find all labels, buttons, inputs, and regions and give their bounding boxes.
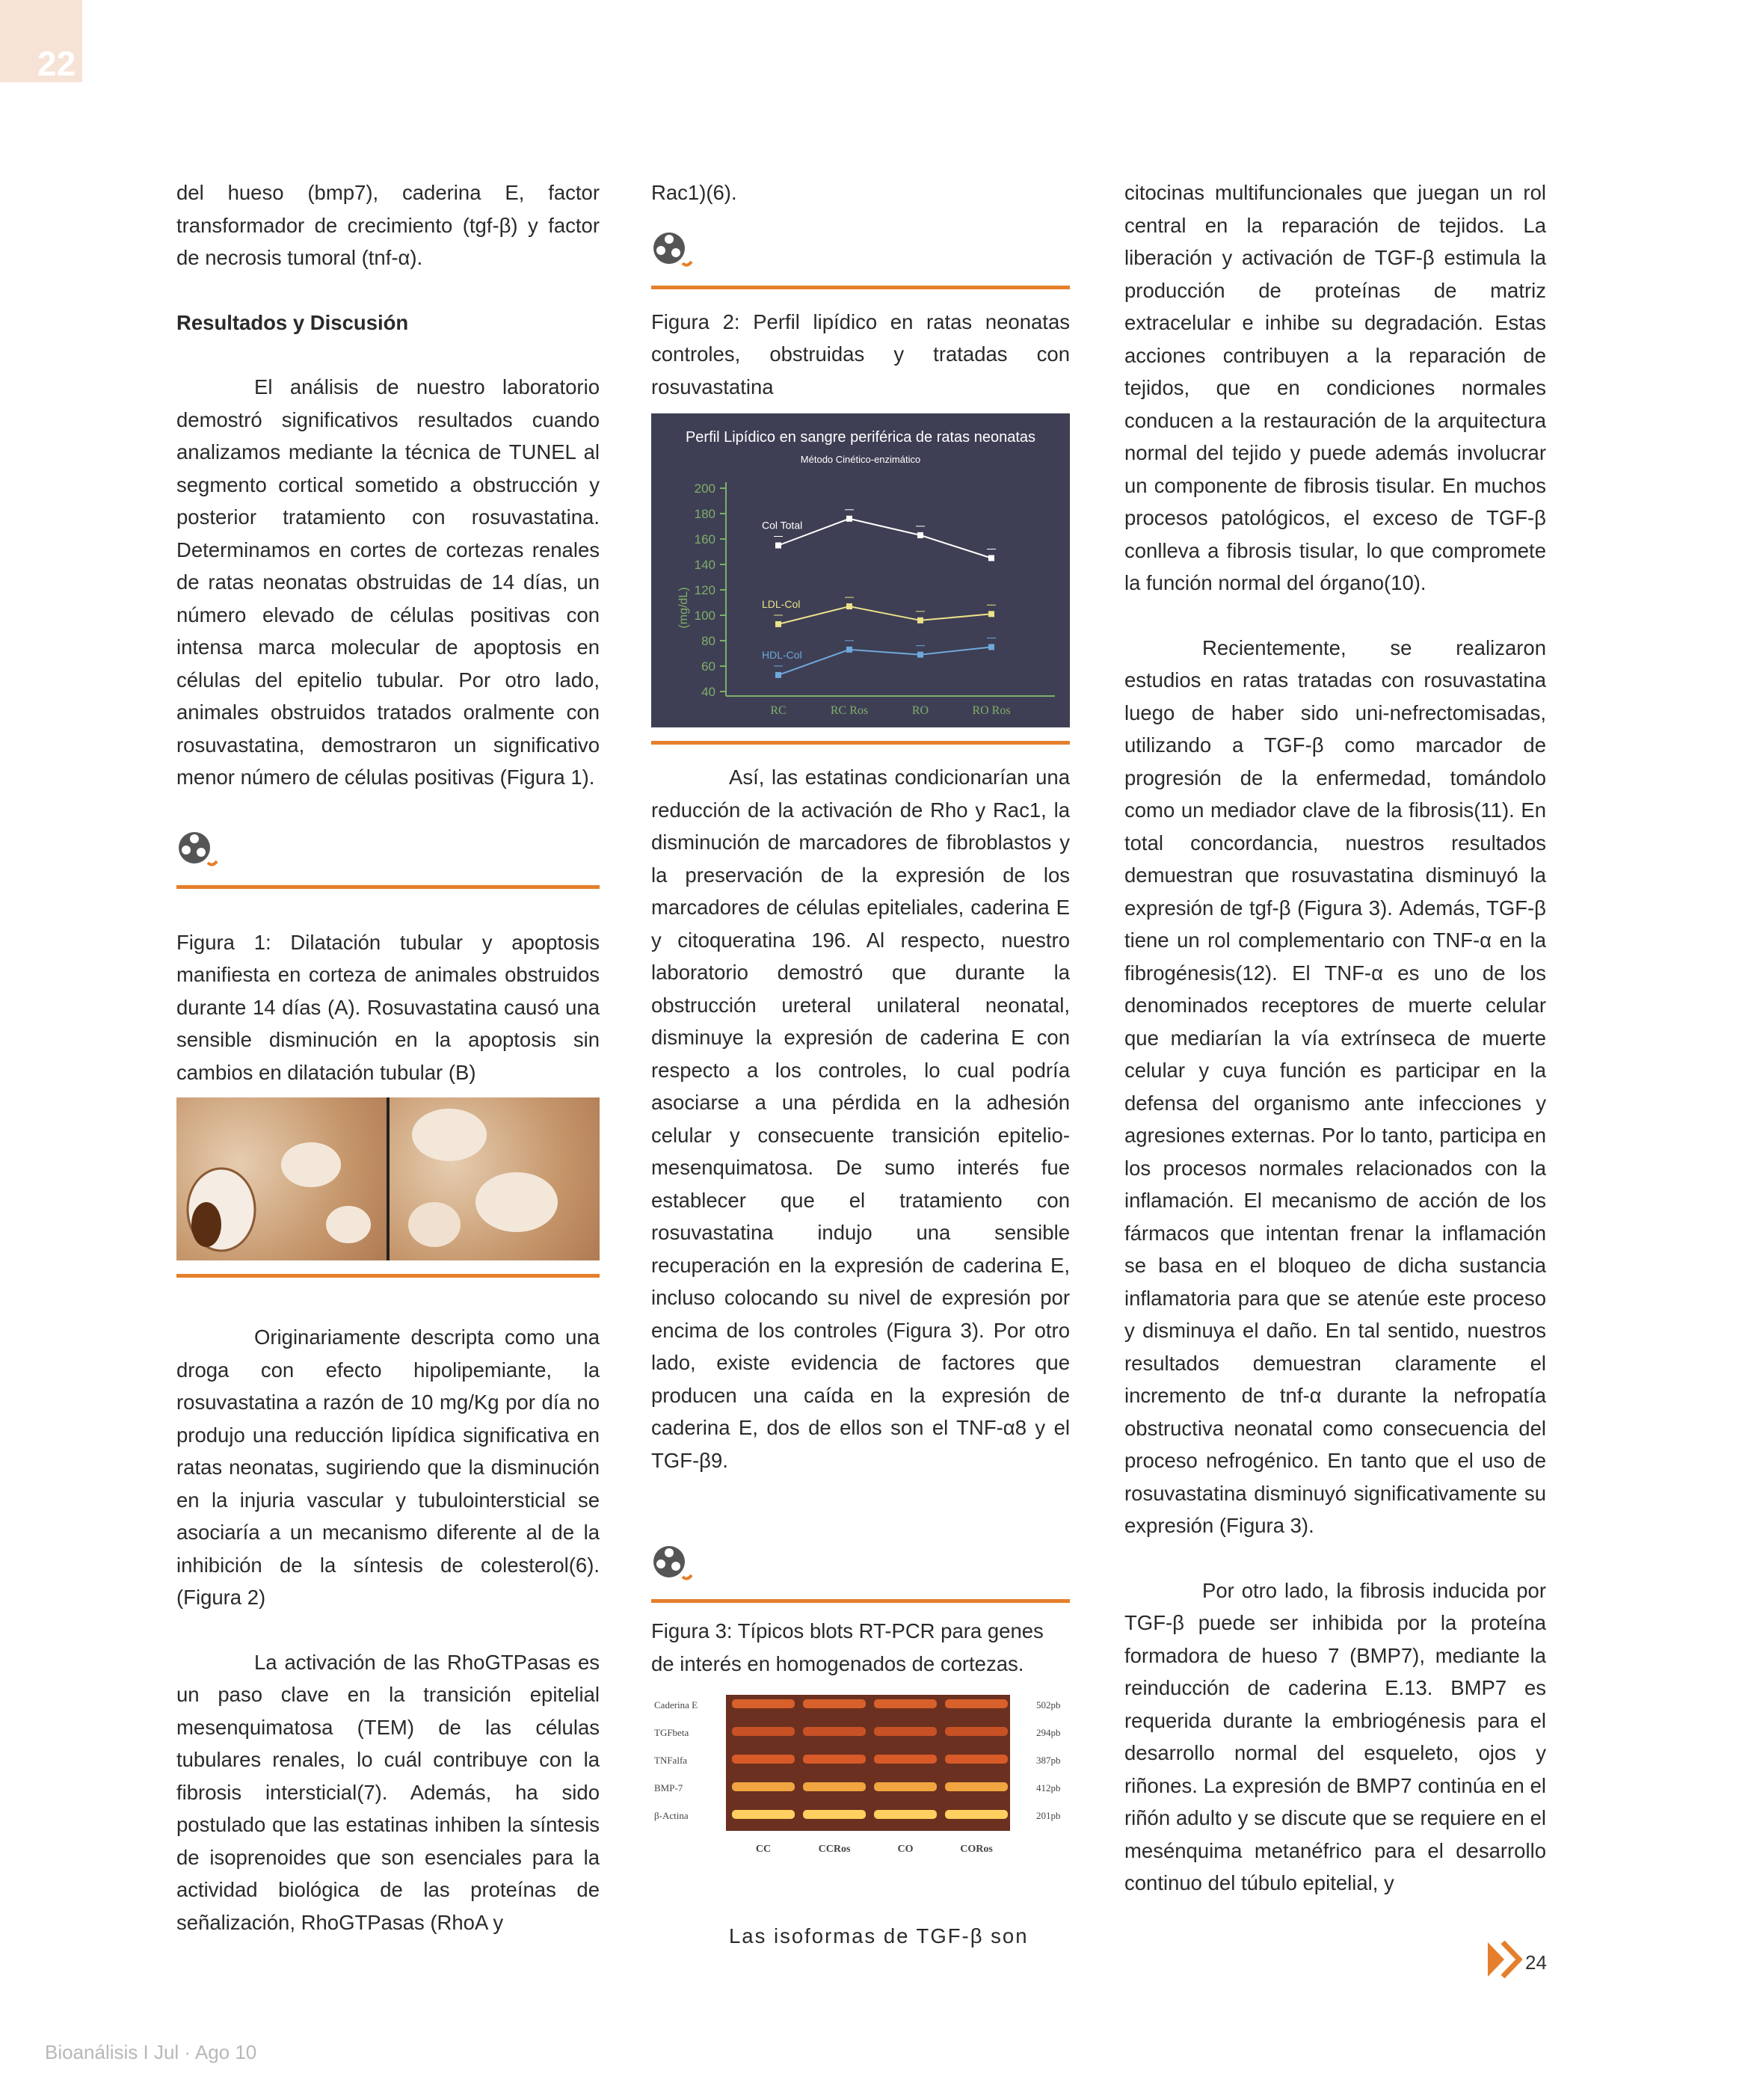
blot-lane-label: CORos <box>960 1844 993 1855</box>
blot-size-label: 387pb <box>1036 1755 1061 1766</box>
blot-band <box>803 1782 866 1791</box>
lipid-chart-svg <box>651 413 1070 727</box>
chart-title: Perfil Lipídico en sangre periférica de ratas neonatas <box>685 429 1036 446</box>
film-reel-icon <box>176 830 218 872</box>
chart-data-point <box>846 603 852 609</box>
chart-data-point <box>846 647 852 653</box>
chart-x-tick-label: RC <box>770 704 787 717</box>
page-number-tab <box>0 0 82 82</box>
blot-band <box>732 1782 795 1791</box>
col1-paragraph-1: del hueso (bmp7), caderina E, factor transformador de crecimiento (tgf-β) y factor de necrosis tumoral (tnf-α). <box>176 181 600 269</box>
chart-series-line <box>778 519 991 558</box>
chart-data-point <box>988 644 994 650</box>
blot-size-label: 502pb <box>1036 1699 1061 1711</box>
chart-data-point <box>775 672 781 678</box>
blot-band <box>945 1782 1008 1791</box>
chart-series-line <box>778 606 991 624</box>
section-heading: Resultados y Discusión <box>176 310 409 334</box>
col1-paragraph-2: El análisis de nuestro laboratorio demostró significativos resultados cuando analizamos mediante la técnica de TUNEL al segmento cortical sometido a obstrucción y posterior tratamiento con rosuvastatina. Determinamos en cortes de cortezas renales de ratas neonatas obstruidas de 14 días, un número elevado de células positivas con intensa marca molecular de apoptosis en células del epitelio tubular. Por otro lado, animales obstruidos tratados oralmente con rosuvastatina, demostraron un significativo menor número de células positivas (Figura 1). <box>176 375 600 789</box>
col1-paragraph-3: Originariamente descripta como una droga con efecto hipolipemiante, la rosuvastatina a razón de 10 mg/Kg por día no produjo una reducción lipídica significativa en ratas neonatas, sugiriendo que la disminución en la injuria vascular y tubulointersticial se asociaría a un mecanismo diferente al de la inhibición de la síntesis de colesterol(6). (Figura 2) <box>176 1325 600 1609</box>
chart-series-label: Col Total <box>762 519 803 532</box>
col3-paragraph-3: Por otro lado, la fibrosis inducida por TGF-β puede ser inhibida por la proteína formadora de hueso 7 (BMP7), mediante la reinducción de caderina E.13. BMP7 es requerida durante la embriogénesis para el desarrollo normal del esqueleto, ojos y riñones. La expresión de BMP7 continúa en el riñón adulto y se discute que se requiere en el mesénquima metanéfrico para el desarrollo continuo del túbulo epitelial, y <box>1124 1578 1546 1894</box>
col2-paragraph-2: Así, las estatinas condicionarían una reducción de la activación de Rho y Rac1, la disminución de marcadores de fibroblastos y la preservación de la expresión de los marcadores de células epiteliales, caderina E y citoqueratina 196. Al respecto, nuestro laboratorio demostró que durante la obstrucción ureteral unilateral neonatal, disminuye la expresión de caderina E con respecto a los controles, lo cual podría asociarse a una pérdida en la adhesión celular y consecuente transición epitelio-mesenquimatosa. De sumo interés fue establecer que el tratamiento con rosuvastatina indujo una sensible recuperación en la expresión de caderina E, incluso colocando su nivel de expresión por encima de los controles (Figura 3). Por otro lado, existe evidencia de factores que producen una caída en la expresión de caderina E, dos de ellos son el TNF-α8 y el TGF-β9. <box>651 766 1070 1472</box>
chart-x-tick-label: RC Ros <box>830 704 869 717</box>
chart-series-label: HDL-Col <box>762 648 802 661</box>
blot-band <box>732 1699 795 1708</box>
blots-svg <box>651 1686 1070 1865</box>
blot-band <box>945 1810 1008 1819</box>
film-reel-icon <box>651 1544 693 1586</box>
blot-band <box>803 1810 866 1819</box>
blot-size-label: 412pb <box>1036 1782 1061 1793</box>
chart-y-tick-label: 140 <box>694 558 715 572</box>
blot-size-label: 294pb <box>1036 1727 1061 1738</box>
lipid-profile-chart <box>651 413 1070 727</box>
chart-data-point <box>917 532 923 538</box>
chart-y-tick-label: 160 <box>694 532 715 546</box>
blot-band <box>803 1755 866 1764</box>
figure-1-caption: Figura 1: Dilatación tubular y apoptosis manifiesta en corteza de animales obstruidos durante 14 días (A). Rosuvastatina causó una sensible disminución en la apoptosis sin cambios en dilatación tubular (B) <box>176 930 600 1084</box>
blot-band <box>874 1727 937 1736</box>
chart-series-label: LDL-Col <box>762 597 801 610</box>
col2-paragraph-1: Rac1)(6). <box>651 181 737 204</box>
blot-lane-label: CO <box>897 1844 914 1855</box>
micrograph-panel-b <box>390 1097 600 1260</box>
chart-x-tick-label: RO <box>911 704 929 717</box>
blot-band <box>732 1810 795 1819</box>
blot-band <box>874 1782 937 1791</box>
blot-band <box>874 1810 937 1819</box>
blot-gene-label: β-Actina <box>654 1810 689 1821</box>
chart-y-tick-label: 60 <box>701 659 715 674</box>
chart-data-point <box>775 543 781 549</box>
next-page-arrow-icon <box>1486 1941 1522 1982</box>
chart-data-point <box>846 516 852 522</box>
blot-band <box>945 1755 1008 1764</box>
chart-data-point <box>775 621 781 627</box>
figure-2-caption: Figura 2: Perfil lipídico en ratas neonatas controles, obstruidas y tratadas con rosuvastatina <box>651 310 1070 398</box>
column-1 <box>176 176 600 1939</box>
blot-band <box>803 1699 866 1708</box>
bottom-page-number: 24 <box>1525 1951 1547 1974</box>
chart-y-tick-label: 120 <box>694 583 715 597</box>
col1-paragraph-4: La activación de las RhoGTPasas es un paso clave en la transición epitelial mesenquimatosa (TEM) de las células tubulares renales, lo cuál contribuye con la fibrosis intersticial(7). Además, ha sido postulado que las estatinas inhiben la síntesis de isoprenoides que son esenciales para la actividad biológica de las proteínas de señalización, RhoGTPasas (RhoA y <box>176 1650 600 1934</box>
chart-y-tick-label: 80 <box>701 634 715 648</box>
chart-y-tick-label: 100 <box>694 609 715 623</box>
blot-band <box>874 1755 937 1764</box>
chart-x-tick-label: RO Ros <box>972 704 1011 717</box>
figure-3-caption: Figura 3: Típicos blots RT-PCR para genes de interés en homogenados de cortezas. <box>651 1619 1044 1675</box>
blot-gene-label: Caderina E <box>654 1699 698 1711</box>
figure-1-micrograph <box>176 1097 600 1260</box>
blot-band <box>803 1727 866 1736</box>
chart-y-tick-label: 40 <box>701 685 715 699</box>
col2-paragraph-3: Las isoformas de TGF-β son <box>729 1924 1029 1947</box>
blot-lane-label: CC <box>755 1844 772 1855</box>
chart-y-tick-label: 200 <box>694 481 715 496</box>
blot-band <box>945 1699 1008 1708</box>
chart-data-point <box>917 652 923 658</box>
blot-gene-label: TGFbeta <box>654 1727 689 1738</box>
film-reel-icon <box>651 230 693 272</box>
blot-gene-label: TNFalfa <box>654 1755 688 1766</box>
blot-band <box>945 1727 1008 1736</box>
chart-data-point <box>988 555 994 561</box>
chart-y-tick-label: 180 <box>694 507 715 521</box>
top-page-number: 22 <box>37 44 76 83</box>
blot-gene-label: BMP-7 <box>654 1782 683 1793</box>
blot-band <box>732 1727 795 1736</box>
column-3 <box>1124 176 1546 1900</box>
micrograph-panel-a <box>176 1097 387 1260</box>
blot-size-label: 201pb <box>1036 1810 1061 1821</box>
blot-band <box>874 1699 937 1708</box>
chart-y-axis-label: (mg/dL) <box>677 587 690 629</box>
rt-pcr-blots <box>651 1686 1070 1875</box>
chart-series-line <box>778 647 991 675</box>
footer-publication: Bioanálisis I Jul · Ago 10 <box>45 2041 257 2063</box>
chart-subtitle: Método Cinético-enzimático <box>800 454 921 465</box>
chart-data-point <box>917 618 923 623</box>
blot-band <box>732 1755 795 1764</box>
col3-paragraph-1: citocinas multifuncionales que juegan un rol central en la reparación de tejidos. La liberación y activación de TGF-β estimula la producción de proteínas de matriz extracelular e inhibe su degradación. Estas acciones contribuyen a la reparación de tejidos, que en condiciones normales conducen a la restauración de la arquitectura normal del tejido y puede además involucrar un componente de fibrosis tisular. En muchos procesos patológicos, el exceso de TGF-β conlleva a fibrosis tisular, lo que compromete la función normal del órgano(10). <box>1124 181 1546 594</box>
col3-paragraph-2: Recientemente, se realizaron estudios en ratas tratadas con rosuvastatina luego de haber sido uni-nefrectomisadas, utilizando a TGF-β como marcador de progresión de la enfermedad, tomándolo como un mediador clave de la fibrosis(11). En total concordancia, nuestros resultados demuestran que rosuvastatina disminuyó la expresión de tgf-β (Figura 3). Además, TGF-β tiene un rol complementario con TNF-α en la fibrogénesis(12). El TNF-α es uno de los denominados receptores de muerte celular que mediarían la vía extrínseca de muerte celular y cuya función es participar en la defensa del organismo ante infecciones y agresiones externas. Por lo tanto, participa en los procesos normales relacionados con la inflamación. El mecanismo de acción de los fármacos que intentan frenar la inflamación se basa en el bloqueo de dicha sustancia inflamatoria para que se atenúe este proceso y disminuya el daño. En tal sentido, nuestros resultados demuestran claramente el incremento de tnf-α durante la nefropatía obstructiva neonatal como consecuencia del proceso nefrogénico. En tanto que el uso de rosuvastatina disminuyó significativamente su expresión (Figura 3). <box>1124 635 1546 1537</box>
column-2 <box>651 176 1070 1952</box>
blot-lane-label: CCRos <box>818 1844 851 1855</box>
chart-data-point <box>988 611 994 617</box>
